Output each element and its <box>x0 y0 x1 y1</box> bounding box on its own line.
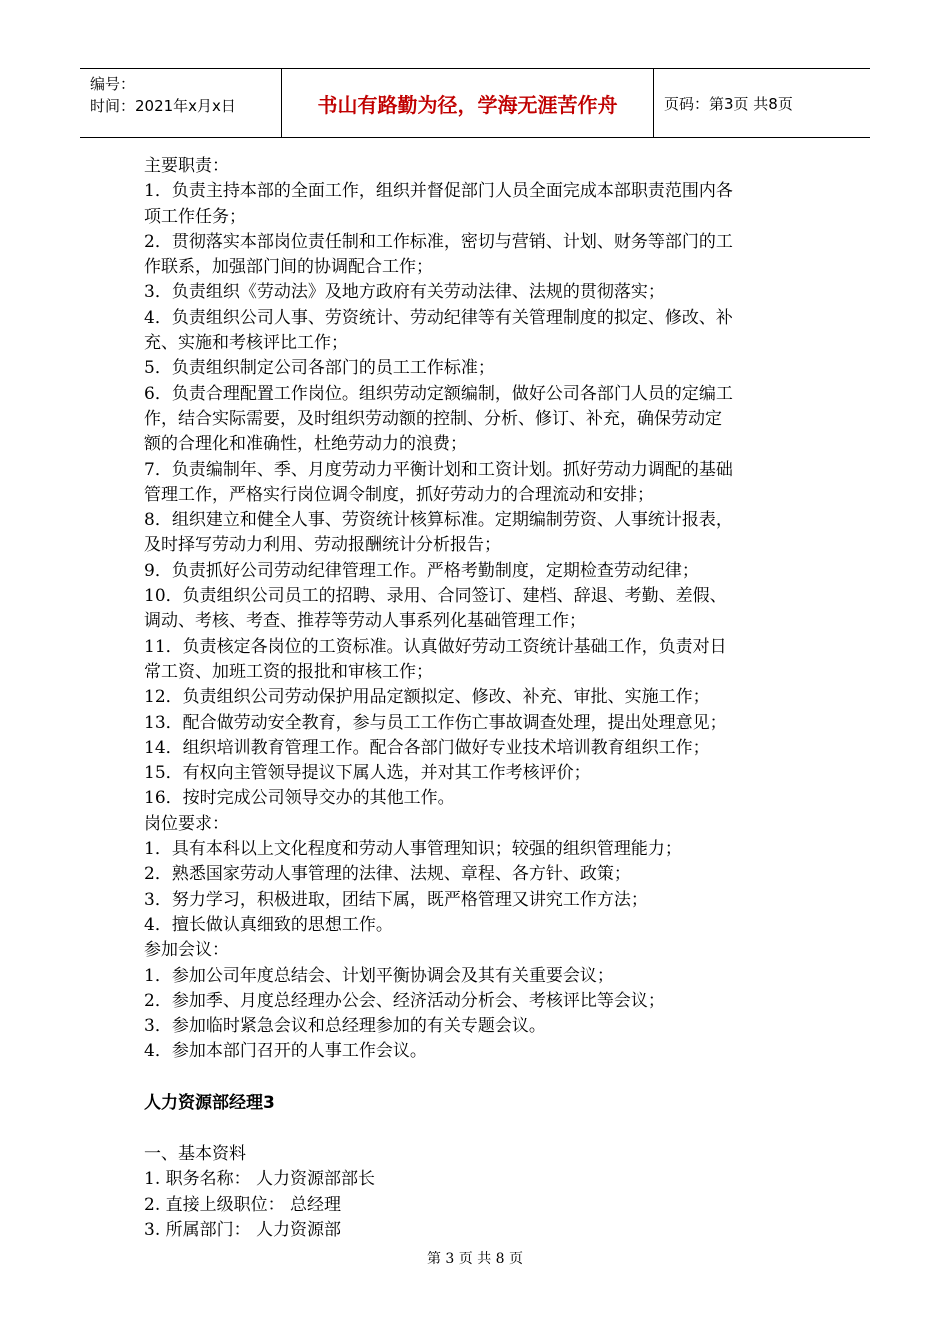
header-motto: 书山有路勤为径，学海无涯苦作舟 <box>282 69 654 137</box>
duty-line: 2．贯彻落实本部岗位责任制和工作标准，密切与营销、计划、财务等部门的工 <box>144 231 733 252</box>
duty-line: 作联系，加强部门间的协调配合工作； <box>144 257 433 278</box>
requirement-line: 4．擅长做认真细致的思想工作。 <box>144 914 393 935</box>
header-meta <box>80 69 282 137</box>
duty-line: 15．有权向主管领导提议下属人选，并对其工作考核评价； <box>144 763 591 784</box>
duty-line: 11．负责核定各岗位的工资标准。认真做好劳动工资统计基础工作，负责对日 <box>144 636 727 657</box>
duty-line: 12．负责组织公司劳动保护用品定额拟定、修改、补充、审批、实施工作； <box>144 687 710 708</box>
section-title: 人力资源部经理3 <box>144 1092 275 1113</box>
duties-list <box>144 179 814 811</box>
header-page-info: 页码：第3页 共8页 <box>664 94 793 113</box>
requirement-line: 2．熟悉国家劳动人事管理的法律、法规、章程、各方针、政策； <box>144 864 631 885</box>
basic-info-line: 2. 直接上级职位： 总经理 <box>144 1194 342 1215</box>
requirements-heading: 岗位要求： <box>144 813 229 834</box>
duty-line: 16．按时完成公司领导交办的其他工作。 <box>144 788 455 809</box>
basic-info-heading: 一、基本资料 <box>144 1143 246 1164</box>
duty-line: 8．组织建立和健全人事、劳资统计核算标准。定期编制劳资、人事统计报表， <box>144 510 733 531</box>
duty-line: 充、实施和考核评比工作； <box>144 333 348 354</box>
duty-line: 10．负责组织公司员工的招聘、录用、合同签订、建档、辞退、考勤、差假、 <box>144 586 727 607</box>
basic-info-line: 3. 所属部门： 人力资源部 <box>144 1219 342 1240</box>
meeting-line: 1．参加公司年度总结会、计划平衡协调会及其有关重要会议； <box>144 965 614 986</box>
document-body <box>144 154 814 1243</box>
meeting-line: 3．参加临时紧急会议和总经理参加的有关专题会议。 <box>144 1016 546 1037</box>
duties-heading: 主要职责： <box>144 156 229 176</box>
meeting-line: 2．参加季、月度总经理办公会、经济活动分析会、考核评比等会议； <box>144 990 665 1011</box>
duty-line: 1．负责主持本部的全面工作，组织并督促部门人员全面完成本部职责范围内各 <box>144 181 733 202</box>
requirements-list <box>144 837 814 938</box>
duty-line: 6．负责合理配置工作岗位。组织劳动定额编制，做好公司各部门人员的定编工 <box>144 383 733 404</box>
duty-line: 调动、考核、考查、推荐等劳动人事系列化基础管理工作； <box>144 611 586 632</box>
duty-line: 及时择写劳动力利用、劳动报酬统计分析报告； <box>144 535 501 556</box>
duty-line: 项工作任务； <box>144 206 246 227</box>
meetings-heading: 参加会议： <box>144 940 229 961</box>
duty-line: 9．负责抓好公司劳动纪律管理工作。严格考勤制度，定期检查劳动纪律； <box>144 560 699 581</box>
page-header <box>80 68 870 138</box>
requirement-line: 3．努力学习，积极进取，团结下属，既严格管理又讲究工作方法； <box>144 889 648 910</box>
date-label: 时间：2021年x月x日 <box>90 97 236 115</box>
requirement-line: 1．具有本科以上文化程度和劳动人事管理知识；较强的组织管理能力； <box>144 839 682 860</box>
duty-line: 13．配合做劳动安全教育，参与员工工作伤亡事故调查处理，提出处理意见； <box>144 712 727 733</box>
page-footer: 第 3 页 共 8 页 <box>426 1251 524 1267</box>
duty-line: 常工资、加班工资的报批和审核工作； <box>144 661 433 682</box>
duty-line: 7．负责编制年、季、月度劳动力平衡计划和工资计划。抓好劳动力调配的基础 <box>144 459 733 480</box>
duty-line: 5．负责组织制定公司各部门的员工工作标准； <box>144 358 495 379</box>
duty-line: 14．组织培训教育管理工作。配合各部门做好专业技术培训教育组织工作； <box>144 737 710 758</box>
duty-line: 4．负责组织公司人事、劳资统计、劳动纪律等有关管理制度的拟定、修改、补 <box>144 307 733 328</box>
duty-line: 作，结合实际需要，及时组织劳动额的控制、分析、修订、补充，确保劳动定 <box>144 408 722 429</box>
duty-line: 管理工作，严格实行岗位调令制度，抓好劳动力的合理流动和安排； <box>144 484 654 505</box>
meetings-list <box>144 964 814 1065</box>
duty-line: 3．负责组织《劳动法》及地方政府有关劳动法律、法规的贯彻落实； <box>144 282 665 303</box>
spacer <box>144 1065 814 1091</box>
number-label: 编号： <box>90 75 136 93</box>
duty-line: 额的合理化和准确性，杜绝劳动力的浪费； <box>144 434 467 455</box>
spacer <box>144 1116 814 1142</box>
meeting-line: 4．参加本部门召开的人事工作会议。 <box>144 1041 427 1062</box>
basic-info-line: 1. 职务名称： 人力资源部部长 <box>144 1169 376 1190</box>
basic-info-list <box>144 1167 814 1243</box>
